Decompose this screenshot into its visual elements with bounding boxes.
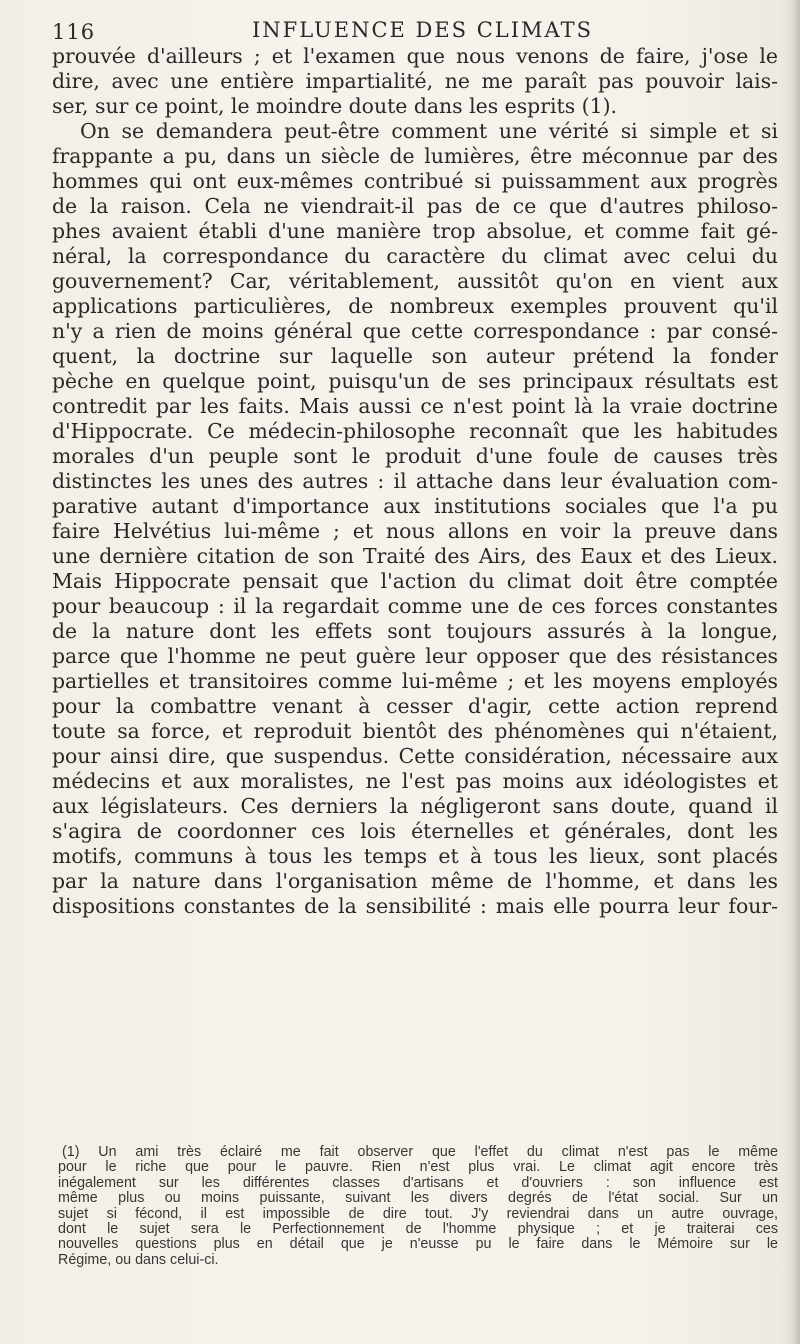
- footnote-line: Régime, ou dans celui-ci.: [58, 1252, 219, 1268]
- text-line: n'y a rien de moins général que cette correspondance : par consé-: [52, 319, 778, 343]
- text-line: pour ainsi dire, que suspendus. Cette considération, nécessaire aux: [52, 744, 778, 768]
- page-number: 116: [52, 20, 96, 44]
- text-line: une dernière citation de son Traité des Airs, des Eaux et des Lieux.: [52, 544, 778, 568]
- text-line: de la raison. Cela ne viendrait-il pas de ce que d'autres philoso-: [52, 194, 778, 218]
- text-line: parce que l'homme ne peut guère leur opposer que des résistances: [52, 644, 778, 668]
- text-line: On se demandera peut-être comment une vérité si simple et si: [80, 119, 778, 143]
- text-line: prouvée d'ailleurs ; et l'examen que nous venons de faire, j'ose le: [52, 44, 778, 68]
- text-line: pour la combattre venant à cesser d'agir, cette action reprend: [52, 694, 778, 718]
- text-line: toute sa force, et reproduit bientôt des phénomènes qui n'étaient,: [52, 719, 778, 743]
- footnote-line: même plus ou moins puissante, suivant les divers degrés de l'état social. Sur un: [58, 1191, 778, 1207]
- text-line: contredit par les faits. Mais aussi ce n'est point là la vraie doctrine: [52, 394, 778, 418]
- body-text: [52, 44, 778, 919]
- footnote: [58, 1145, 778, 1268]
- text-line: partielles et transitoires comme lui-même ; et les moyens employés: [52, 669, 778, 693]
- text-line: s'agira de coordonner ces lois éternelles et générales, dont les: [52, 819, 778, 843]
- text-line: néral, la correspondance du caractère du climat avec celui du: [52, 244, 778, 268]
- footnote-line: nouvelles questions plus en détail que je n'eusse pu le faire dans le Mémoire sur le: [58, 1237, 778, 1253]
- text-line: quent, la doctrine sur laquelle son auteur prétend la fonder: [52, 344, 778, 368]
- text-line: motifs, communs à tous les temps et à tous les lieux, sont placés: [52, 844, 778, 868]
- text-line: pèche en quelque point, puisqu'un de ses principaux résultats est: [52, 369, 778, 393]
- text-line: Mais Hippocrate pensait que l'action du climat doit être comptée: [52, 569, 778, 593]
- text-line: hommes qui ont eux-mêmes contribué si puissamment aux progrès: [52, 169, 778, 193]
- text-line: médecins et aux moralistes, ne l'est pas moins aux idéologistes et: [52, 769, 778, 793]
- text-line: d'Hippocrate. Ce médecin-philosophe reconnaît que les habitudes: [52, 419, 778, 443]
- text-line: ser, sur ce point, le moindre doute dans les esprits (1).: [52, 94, 618, 118]
- text-line: pour beaucoup : il la regardait comme une de ces forces constantes: [52, 594, 778, 618]
- text-line: morales d'un peuple sont le produit d'une foule de causes très: [52, 444, 778, 468]
- footnote-line: sujet si fécond, il est impossible de dire tout. J'y reviendrai dans un autre ouvrage,: [58, 1206, 778, 1222]
- page-edge-shadow: [782, 0, 800, 1344]
- text-line: distinctes les unes des autres : il attache dans leur évaluation com-: [52, 469, 778, 493]
- text-line: par la nature dans l'organisation même de l'homme, et dans les: [52, 869, 778, 893]
- text-line: frappante a pu, dans un siècle de lumières, être méconnue par des: [52, 144, 778, 168]
- footnote-line: pour le riche que pour le pauvre. Rien n'est plus vrai. Le climat agit encore très: [58, 1160, 778, 1176]
- text-line: parative autant d'importance aux institutions sociales que l'a pu: [52, 494, 778, 518]
- text-line: phes avaient établi d'une manière trop absolue, et comme fait gé-: [52, 219, 778, 243]
- footnote-line: inégalement sur les différentes classes d'artisans et d'ouvriers : son influence est: [58, 1175, 778, 1191]
- footnote-line: (1) Un ami très éclairé me fait observer que l'effet du climat n'est pas le même: [62, 1145, 778, 1160]
- running-title: INFLUENCE DES CLIMATS: [252, 18, 593, 42]
- text-line: applications particulières, de nombreux exemples prouvent qu'il: [52, 294, 778, 318]
- text-line: aux législateurs. Ces derniers la négligeront sans doute, quand il: [52, 794, 778, 818]
- text-line: faire Helvétius lui-même ; et nous allons en voir la preuve dans: [52, 519, 778, 543]
- footnote-line: dont le sujet sera le Perfectionnement de l'homme physique ; et je traiterai ces: [58, 1222, 778, 1238]
- text-line: dire, avec une entière impartialité, ne me paraît pas pouvoir lais-: [52, 69, 778, 93]
- running-head: [52, 14, 772, 44]
- text-line: de la nature dont les effets sont toujours assurés à la longue,: [52, 619, 778, 643]
- text-line: dispositions constantes de la sensibilité : mais elle pourra leur four-: [52, 894, 778, 918]
- text-line: gouvernement? Car, véritablement, aussitôt qu'on en vient aux: [52, 269, 778, 293]
